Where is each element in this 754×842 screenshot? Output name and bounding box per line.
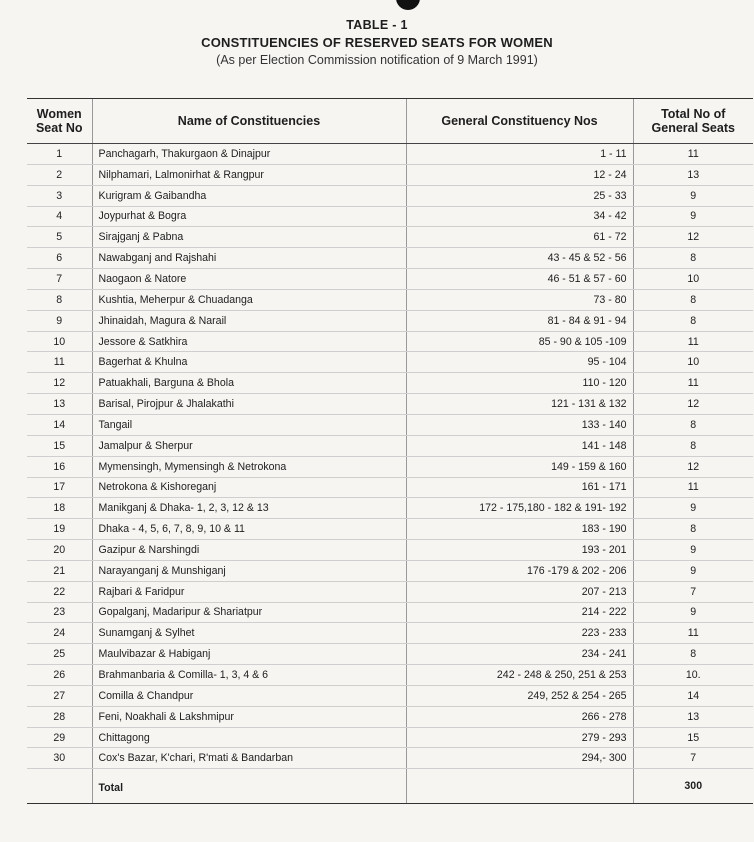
seat-no-cell: 20 [27,540,92,561]
constituency-name-cell: Bagerhat & Khulna [92,352,406,373]
total-seats-cell: 8 [633,435,753,456]
general-nos-cell: 249, 252 & 254 - 265 [406,685,633,706]
seat-no-cell: 25 [27,644,92,665]
table-row [27,414,753,435]
total-general-cell [406,769,633,804]
table-row [27,227,753,248]
table-row [27,498,753,519]
total-label: Total [92,769,406,804]
total-seats-cell: 7 [633,581,753,602]
constituency-name-cell: Manikganj & Dhaka- 1, 2, 3, 12 & 13 [92,498,406,519]
table-row [27,164,753,185]
general-nos-cell: 121 - 131 & 132 [406,394,633,415]
general-nos-cell: 25 - 33 [406,185,633,206]
general-nos-cell: 110 - 120 [406,373,633,394]
total-seats-cell: 11 [633,373,753,394]
col-header-general-nos: General Constituency Nos [406,99,633,144]
table-row [27,373,753,394]
table-row [27,206,753,227]
total-seats-cell: 9 [633,602,753,623]
seat-no-cell: 4 [27,206,92,227]
constituency-name-cell: Narayanganj & Munshiganj [92,560,406,581]
general-nos-cell: 149 - 159 & 160 [406,456,633,477]
total-seats-cell: 15 [633,727,753,748]
ink-blot [396,0,420,10]
general-nos-cell: 266 - 278 [406,706,633,727]
total-seats-cell: 11 [633,144,753,165]
constituency-name-cell: Chittagong [92,727,406,748]
seat-no-cell: 28 [27,706,92,727]
seat-no-cell: 8 [27,289,92,310]
table-row [27,519,753,540]
header-row [27,99,753,144]
table-row [27,665,753,686]
constituency-name-cell: Maulvibazar & Habiganj [92,644,406,665]
total-seats-cell: 8 [633,644,753,665]
constituency-name-cell: Kushtia, Meherpur & Chuadanga [92,289,406,310]
total-value: 300 [633,769,753,804]
total-seats-cell: 8 [633,414,753,435]
seat-no-cell: 22 [27,581,92,602]
seat-no-cell: 13 [27,394,92,415]
total-seats-cell: 9 [633,560,753,581]
total-seats-cell: 7 [633,748,753,769]
table-row [27,748,753,769]
seat-no-cell: 16 [27,456,92,477]
table-row [27,394,753,415]
general-nos-cell: 81 - 84 & 91 - 94 [406,310,633,331]
general-nos-cell: 183 - 190 [406,519,633,540]
total-seats-cell: 12 [633,394,753,415]
seat-no-cell: 24 [27,623,92,644]
constituency-name-cell: Comilla & Chandpur [92,685,406,706]
constituency-name-cell: Kurigram & Gaibandha [92,185,406,206]
table-row [27,581,753,602]
constituency-table [27,98,753,804]
seat-no-cell: 29 [27,727,92,748]
general-nos-cell: 1 - 11 [406,144,633,165]
table-row [27,248,753,269]
total-seats-cell: 10 [633,352,753,373]
general-nos-cell: 242 - 248 & 250, 251 & 253 [406,665,633,686]
table-row [27,623,753,644]
constituency-name-cell: Patuakhali, Barguna & Bhola [92,373,406,394]
constituency-name-cell: Rajbari & Faridpur [92,581,406,602]
constituency-name-cell: Sirajganj & Pabna [92,227,406,248]
table-row [27,310,753,331]
col-header-name: Name of Constituencies [92,99,406,144]
general-nos-cell: 141 - 148 [406,435,633,456]
seat-no-cell: 26 [27,665,92,686]
seat-no-cell: 19 [27,519,92,540]
general-nos-cell: 133 - 140 [406,414,633,435]
general-nos-cell: 176 -179 & 202 - 206 [406,560,633,581]
constituency-name-cell: Sunamganj & Sylhet [92,623,406,644]
seat-no-cell: 9 [27,310,92,331]
constituency-name-cell: Netrokona & Kishoreganj [92,477,406,498]
constituency-name-cell: Gopalganj, Madaripur & Shariatpur [92,602,406,623]
total-seats-cell: 8 [633,519,753,540]
total-seats-cell: 9 [633,206,753,227]
total-seats-cell: 12 [633,456,753,477]
seat-no-cell: 1 [27,144,92,165]
constituency-name-cell: Panchagarh, Thakurgaon & Dinajpur [92,144,406,165]
general-nos-cell: 193 - 201 [406,540,633,561]
general-nos-cell: 73 - 80 [406,289,633,310]
seat-no-cell: 11 [27,352,92,373]
seat-no-cell: 23 [27,602,92,623]
total-seats-cell: 8 [633,310,753,331]
total-seats-cell: 9 [633,498,753,519]
total-seats-cell: 8 [633,248,753,269]
table-row [27,560,753,581]
general-nos-cell: 46 - 51 & 57 - 60 [406,269,633,290]
total-seats-cell: 10. [633,665,753,686]
general-nos-cell: 207 - 213 [406,581,633,602]
table-header [0,18,754,67]
total-seats-cell: 11 [633,331,753,352]
general-nos-cell: 161 - 171 [406,477,633,498]
constituency-name-cell: Cox's Bazar, K'chari, R'mati & Bandarban [92,748,406,769]
constituency-name-cell: Jhinaidah, Magura & Narail [92,310,406,331]
seat-no-cell: 12 [27,373,92,394]
table-subtitle: (As per Election Commission notification of 9 March 1991) [216,53,538,67]
general-nos-cell: 214 - 222 [406,602,633,623]
constituency-name-cell: Barisal, Pirojpur & Jhalakathi [92,394,406,415]
total-seat-cell [27,769,92,804]
general-nos-cell: 223 - 233 [406,623,633,644]
total-seats-cell: 11 [633,477,753,498]
constituency-name-cell: Jamalpur & Sherpur [92,435,406,456]
constituency-name-cell: Mymensingh, Mymensingh & Netrokona [92,456,406,477]
general-nos-cell: 234 - 241 [406,644,633,665]
general-nos-cell: 172 - 175,180 - 182 & 191- 192 [406,498,633,519]
seat-no-cell: 3 [27,185,92,206]
table-row [27,644,753,665]
seat-no-cell: 27 [27,685,92,706]
seat-no-cell: 14 [27,414,92,435]
constituency-name-cell: Dhaka - 4, 5, 6, 7, 8, 9, 10 & 11 [92,519,406,540]
seat-no-cell: 5 [27,227,92,248]
total-seats-cell: 13 [633,164,753,185]
total-seats-cell: 13 [633,706,753,727]
seat-no-cell: 10 [27,331,92,352]
constituency-name-cell: Gazipur & Narshingdi [92,540,406,561]
constituency-name-cell: Jessore & Satkhira [92,331,406,352]
table-row [27,185,753,206]
general-nos-cell: 85 - 90 & 105 -109 [406,331,633,352]
total-row [27,769,753,804]
seat-no-cell: 18 [27,498,92,519]
total-seats-cell: 12 [633,227,753,248]
table-row [27,706,753,727]
table-row [27,331,753,352]
constituency-name-cell: Tangail [92,414,406,435]
table-row [27,477,753,498]
constituency-name-cell: Feni, Noakhali & Lakshmipur [92,706,406,727]
table-row [27,144,753,165]
general-nos-cell: 43 - 45 & 52 - 56 [406,248,633,269]
total-seats-cell: 14 [633,685,753,706]
seat-no-cell: 2 [27,164,92,185]
seat-no-cell: 7 [27,269,92,290]
constituency-name-cell: Brahmanbaria & Comilla- 1, 3, 4 & 6 [92,665,406,686]
table-row [27,289,753,310]
total-seats-cell: 9 [633,540,753,561]
table-row [27,685,753,706]
constituency-name-cell: Nawabganj and Rajshahi [92,248,406,269]
table-row [27,435,753,456]
table-row [27,456,753,477]
general-nos-cell: 294,- 300 [406,748,633,769]
total-seats-cell: 9 [633,185,753,206]
seat-no-cell: 17 [27,477,92,498]
col-header-seat-no: Women Seat No [27,99,92,144]
table-title: CONSTITUENCIES OF RESERVED SEATS FOR WOMEN [201,35,553,50]
table-label: TABLE - 1 [346,18,408,32]
total-seats-cell: 11 [633,623,753,644]
general-nos-cell: 12 - 24 [406,164,633,185]
general-nos-cell: 95 - 104 [406,352,633,373]
constituency-name-cell: Joypurhat & Bogra [92,206,406,227]
seat-no-cell: 30 [27,748,92,769]
constituency-name-cell: Naogaon & Natore [92,269,406,290]
constituency-name-cell: Nilphamari, Lalmonirhat & Rangpur [92,164,406,185]
general-nos-cell: 34 - 42 [406,206,633,227]
general-nos-cell: 61 - 72 [406,227,633,248]
table-row [27,540,753,561]
table-row [27,352,753,373]
total-seats-cell: 10 [633,269,753,290]
seat-no-cell: 15 [27,435,92,456]
table-row [27,602,753,623]
total-seats-cell: 8 [633,289,753,310]
table-row [27,727,753,748]
table-row [27,269,753,290]
seat-no-cell: 21 [27,560,92,581]
col-header-total: Total No of General Seats [633,99,753,144]
general-nos-cell: 279 - 293 [406,727,633,748]
seat-no-cell: 6 [27,248,92,269]
